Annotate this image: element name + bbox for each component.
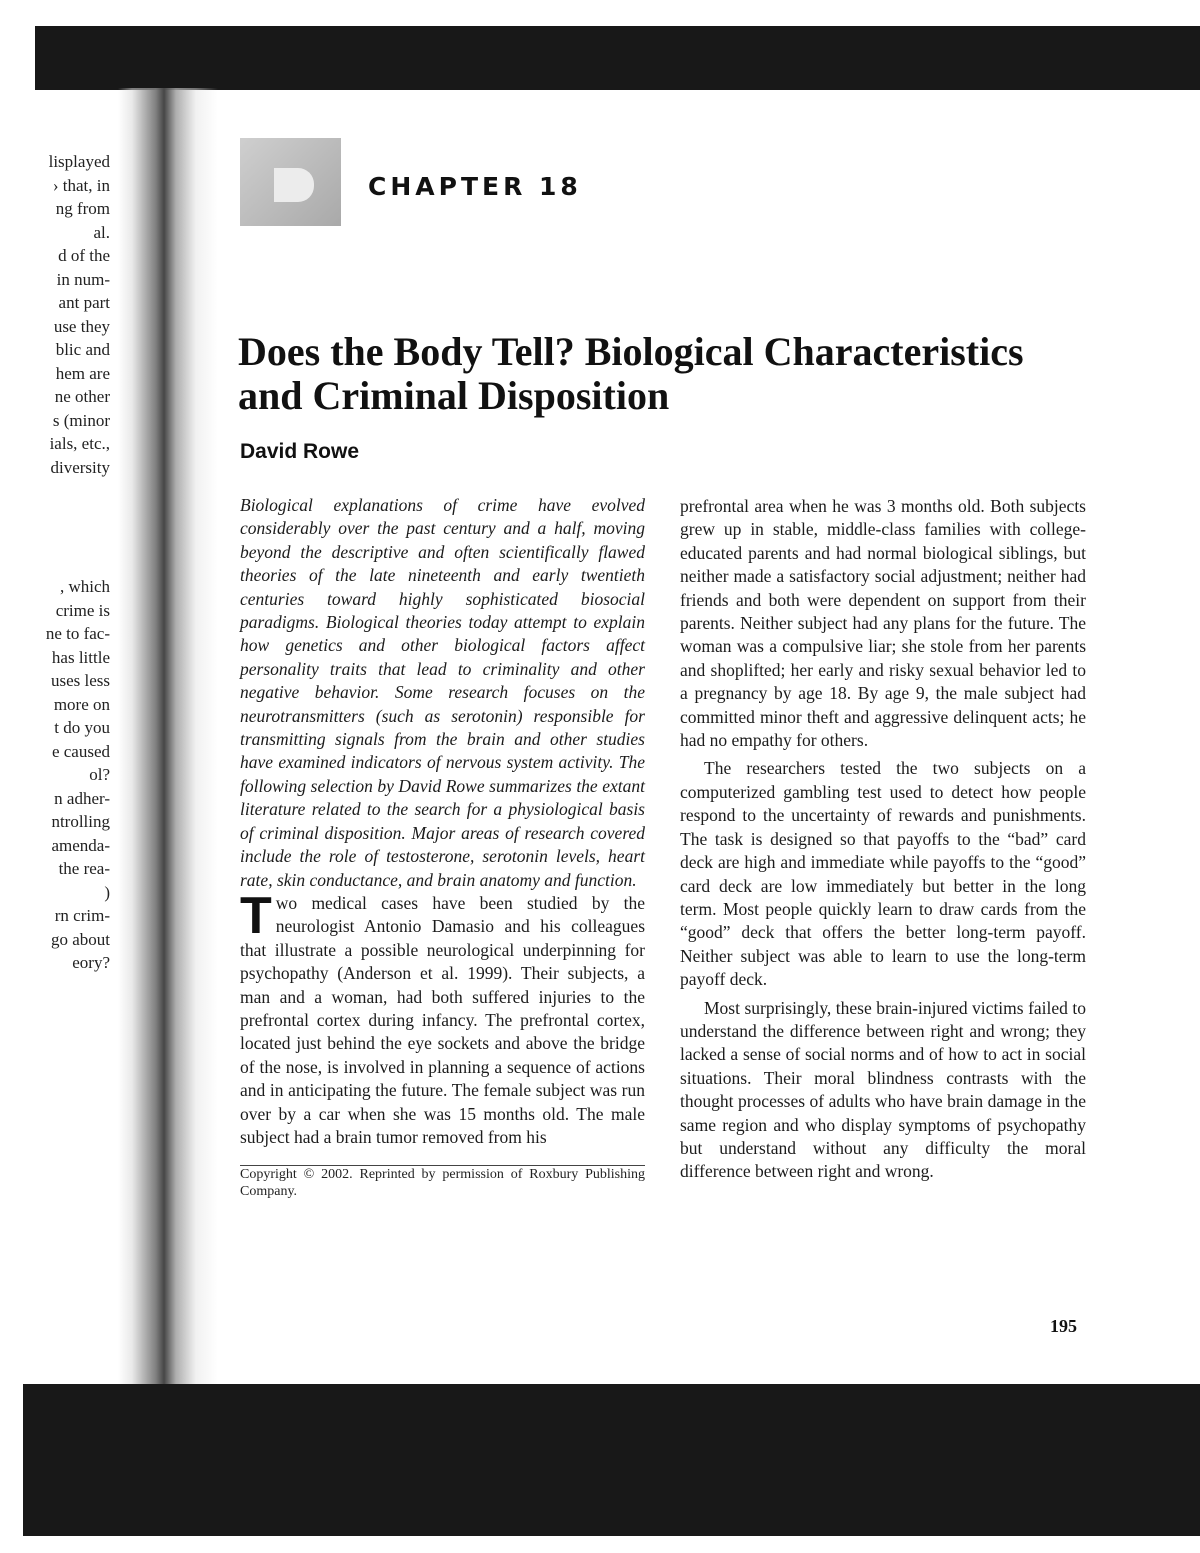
body-paragraph-1 [240, 886, 645, 1149]
left-fragment-group-1 [0, 150, 110, 479]
body-paragraph-continued: prefrontal area when he was 3 months old. Both subjects grew up in stable, middle-class families with college-educated parents and had normal biological siblings, but neither made a satisfactory social adjustment; neither had friends and both were dependent on support from their parents. Neither subject had any plans for the future. The woman was a compulsive liar; she stole from her parents and shoplifted; her early and risky sexual behavior led to a pregnancy by age 18. By age 9, the male subject had committed minor theft and aggressive delinquent acts; he had no empathy for others. [680, 496, 1086, 751]
fragment-line: al. [93, 222, 110, 242]
right-column [680, 495, 1086, 1184]
fragment-line: lisplayed [48, 152, 110, 171]
body-paragraph: The researchers tested the two subjects on a computerized gambling test used to detect how people respond to the uncertainty of rewards and punishments. The task is designed so that payoffs to the “bad” card deck are high and immediate while payoffs to the “good” card deck are low immediately but better in the long term. Most people quickly learn to draw cards from the “good” deck that offers the better long-term payoff. Neither subject was able to learn to use the long-term payoff deck. [680, 758, 1086, 990]
body-paragraph-1-text: wo medical cases have been studied by the neurologist Antonio Damasio and his colleagues that illustrate a possible neurological underpinning for psychopathy (Anderson et al. 1999). Their subjects, a man and a woman, had both suffered injuries to the prefrontal cortex during infancy. The prefrontal cortex, located just behind the eye sockets and above the bridge of the nose, is involved in planning a sequence of actions and in anticipating the future. The female subject was run over by a car when she was 15 months old. The male subject had a brain tumor removed from his [240, 892, 645, 1147]
chapter-ornament-shape [274, 168, 314, 202]
fragment-line: t do you [54, 718, 110, 737]
fragment-line: ng from [55, 199, 110, 218]
fragment-line: ntrolling [51, 812, 110, 831]
fragment-line: ant part [58, 293, 110, 312]
fragment-line: has little [51, 647, 110, 667]
abstract: Biological explanations of crime have evolved considerably over the past century and a half, moving beyond the descriptive and often scientifically flawed theories of the late nineteenth and early twentieth centuries toward highly sophisticated biosocial paradigms. Biological theories today attempt to explain how genetics and other biological factors affect personality traits that lead to criminality and other negative behavior. Some research focuses on the neurotransmitters (such as serotonin) responsible for transmitting signals from the brain and other studies have examined indicators of nervous system activity. The following selection by David Rowe summarizes the extant literature related to the search for a physiological basis of criminal disposition. Major areas of research covered include the role of testosterone, serotonin levels, heart rate, skin conductance, and brain anatomy and function. [240, 495, 645, 890]
fragment-line: more on [53, 694, 110, 714]
fragment-line: , which [59, 577, 110, 596]
fragment-line: s (minor [52, 410, 110, 430]
scan-top-border [35, 26, 1200, 90]
fragment-line: in num- [56, 269, 110, 289]
body-paragraph: Most surprisingly, these brain-injured victims failed to understand the difference between right and wrong; they lacked a sense of social norms and of how to act in social situations. Their moral blindness contrasts with the thought processes of adults who have brain damage in the same region and who display symptoms of psychopathy but understand without any difficulty the moral difference between right and wrong. [680, 997, 1086, 1182]
left-column [240, 494, 645, 1200]
fragment-line: uses less [50, 671, 110, 690]
fragment-line: diversity [50, 457, 110, 477]
fragment-line: › that, in [52, 175, 110, 195]
fragment-line: ol? [89, 765, 110, 784]
binding-gutter-shadow [118, 88, 218, 1386]
fragment-line: ) [104, 882, 110, 902]
left-fragment-group-2 [0, 575, 110, 975]
author-name: David Rowe [240, 440, 360, 463]
left-page-fragment [0, 150, 110, 975]
fragment-line: d of the [58, 246, 110, 265]
fragment-line: n adher- [54, 788, 110, 808]
fragment-line: hem are [55, 363, 110, 383]
fragment-line: crime is [55, 600, 110, 620]
fragment-line: ials, etc., [49, 434, 110, 453]
chapter-label: CHAPTER 18 [368, 172, 582, 201]
fragment-line: blic and [55, 340, 110, 359]
page-number: 195 [1050, 1316, 1077, 1336]
fragment-line: the rea- [58, 859, 110, 878]
fragment-line: eory? [72, 953, 110, 972]
title-line-2: and Criminal Disposition [238, 373, 670, 418]
fragment-line: ne other [54, 387, 110, 406]
fragment-line: ne to fac- [45, 624, 110, 643]
chapter-title [238, 330, 1098, 418]
copyright-note: Copyright © 2002. Reprinted by permission of Roxbury Publishing Company. [240, 1167, 645, 1200]
scan-bottom-border [23, 1384, 1200, 1536]
chapter-ornament-icon [240, 138, 341, 226]
fragment-line: use they [53, 316, 110, 336]
title-line-1: Does the Body Tell? Biological Characteristics [238, 329, 1024, 374]
fragment-line: amenda- [51, 835, 110, 855]
fragment-line: go about [50, 929, 110, 949]
fragment-line: e caused [51, 741, 110, 761]
fragment-line: rn crim- [54, 906, 110, 925]
drop-cap: T [240, 886, 272, 945]
